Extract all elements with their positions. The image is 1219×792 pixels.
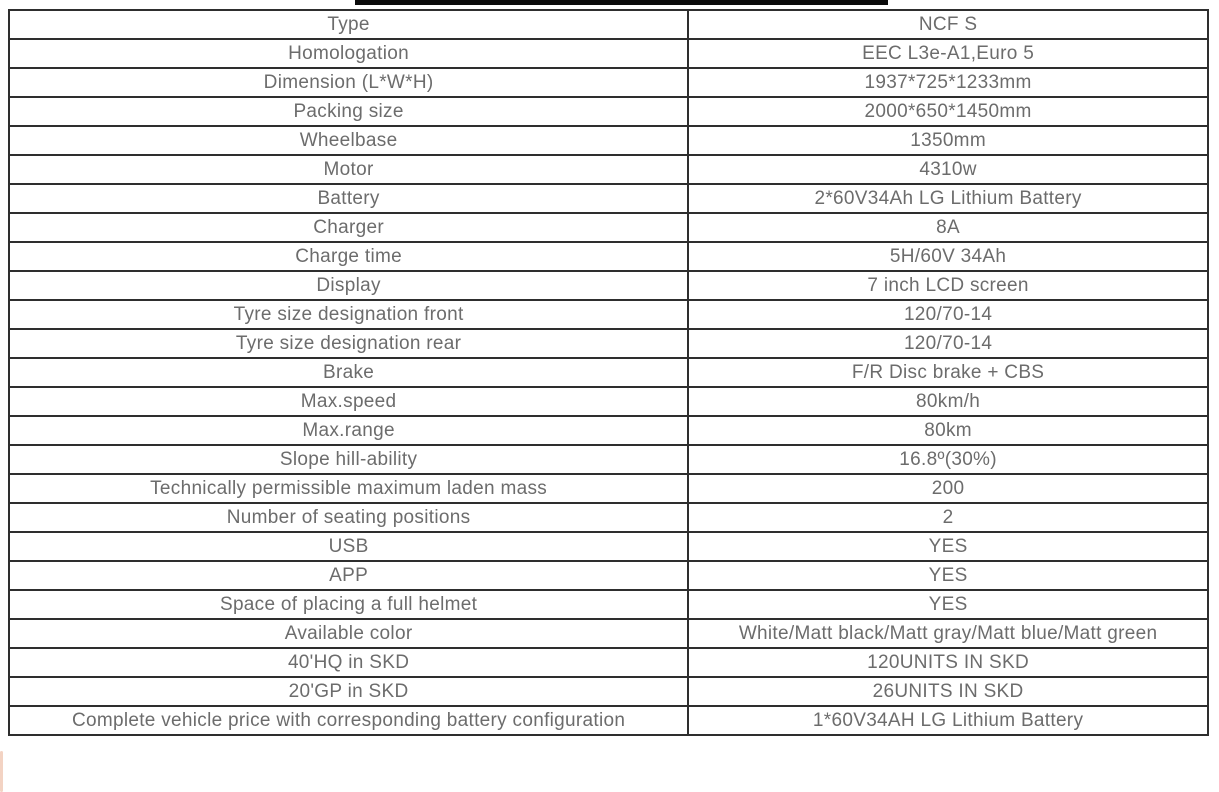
spec-table (8, 9, 1209, 736)
spec-label-cell: Tyre size designation front (9, 300, 688, 329)
spec-row (9, 619, 1208, 648)
spec-value-cell: 120UNITS IN SKD (688, 648, 1208, 677)
spec-row (9, 184, 1208, 213)
spec-value-cell: 16.8º(30%) (688, 445, 1208, 474)
spec-value-cell: 2*60V34Ah LG Lithium Battery (688, 184, 1208, 213)
spec-value-cell: 26UNITS IN SKD (688, 677, 1208, 706)
spec-row (9, 474, 1208, 503)
spec-value-cell: 1350mm (688, 126, 1208, 155)
spec-row (9, 300, 1208, 329)
spec-label-cell: Type (9, 10, 688, 39)
spec-row (9, 10, 1208, 39)
spec-label-cell: 20'GP in SKD (9, 677, 688, 706)
title-underline-bar (355, 0, 888, 5)
spec-row (9, 126, 1208, 155)
spec-label-cell: Available color (9, 619, 688, 648)
spec-label-cell: Dimension (L*W*H) (9, 68, 688, 97)
spec-row (9, 242, 1208, 271)
spec-label-cell: Space of placing a full helmet (9, 590, 688, 619)
spec-label-cell: USB (9, 532, 688, 561)
spec-label-cell: Slope hill-ability (9, 445, 688, 474)
spec-value-cell: 80km (688, 416, 1208, 445)
spec-row (9, 358, 1208, 387)
spec-label-cell: Battery (9, 184, 688, 213)
spec-label-cell: 40'HQ in SKD (9, 648, 688, 677)
spec-row (9, 68, 1208, 97)
spec-label-cell: Display (9, 271, 688, 300)
spec-row (9, 677, 1208, 706)
spec-row (9, 213, 1208, 242)
spec-label-cell: Charger (9, 213, 688, 242)
product-spec-table (8, 9, 1209, 736)
spec-value-cell: 80km/h (688, 387, 1208, 416)
spec-value-cell: 4310w (688, 155, 1208, 184)
spec-label-cell: Number of seating positions (9, 503, 688, 532)
spec-row (9, 416, 1208, 445)
spec-value-cell: F/R Disc brake + CBS (688, 358, 1208, 387)
spec-row (9, 271, 1208, 300)
spec-value-cell: 1*60V34AH LG Lithium Battery (688, 706, 1208, 735)
spec-row (9, 387, 1208, 416)
spec-label-cell: Tyre size designation rear (9, 329, 688, 358)
spec-table-body (9, 10, 1208, 735)
spec-row (9, 155, 1208, 184)
spec-row (9, 329, 1208, 358)
spec-label-cell: Packing size (9, 97, 688, 126)
spec-value-cell: YES (688, 561, 1208, 590)
page-edge-artifact (0, 751, 3, 792)
spec-row (9, 706, 1208, 735)
spec-value-cell: 2 (688, 503, 1208, 532)
spec-label-cell: Charge time (9, 242, 688, 271)
spec-label-cell: Brake (9, 358, 688, 387)
spec-label-cell: APP (9, 561, 688, 590)
spec-label-cell: Wheelbase (9, 126, 688, 155)
spec-value-cell: 8A (688, 213, 1208, 242)
spec-row (9, 503, 1208, 532)
spec-value-cell: 1937*725*1233mm (688, 68, 1208, 97)
spec-value-cell: White/Matt black/Matt gray/Matt blue/Matt green (688, 619, 1208, 648)
spec-value-cell: 120/70-14 (688, 300, 1208, 329)
spec-row (9, 561, 1208, 590)
spec-row (9, 532, 1208, 561)
spec-row (9, 97, 1208, 126)
spec-label-cell: Complete vehicle price with corresponding battery configuration (9, 706, 688, 735)
spec-value-cell: EEC L3e-A1,Euro 5 (688, 39, 1208, 68)
spec-label-cell: Technically permissible maximum laden mass (9, 474, 688, 503)
spec-value-cell: 5H/60V 34Ah (688, 242, 1208, 271)
spec-value-cell: 200 (688, 474, 1208, 503)
spec-label-cell: Motor (9, 155, 688, 184)
spec-value-cell: 7 inch LCD screen (688, 271, 1208, 300)
spec-row (9, 39, 1208, 68)
spec-value-cell: NCF S (688, 10, 1208, 39)
spec-label-cell: Max.range (9, 416, 688, 445)
spec-value-cell: 120/70-14 (688, 329, 1208, 358)
spec-row (9, 445, 1208, 474)
spec-value-cell: 2000*650*1450mm (688, 97, 1208, 126)
spec-label-cell: Max.speed (9, 387, 688, 416)
spec-value-cell: YES (688, 590, 1208, 619)
spec-row (9, 590, 1208, 619)
spec-row (9, 648, 1208, 677)
spec-label-cell: Homologation (9, 39, 688, 68)
spec-value-cell: YES (688, 532, 1208, 561)
